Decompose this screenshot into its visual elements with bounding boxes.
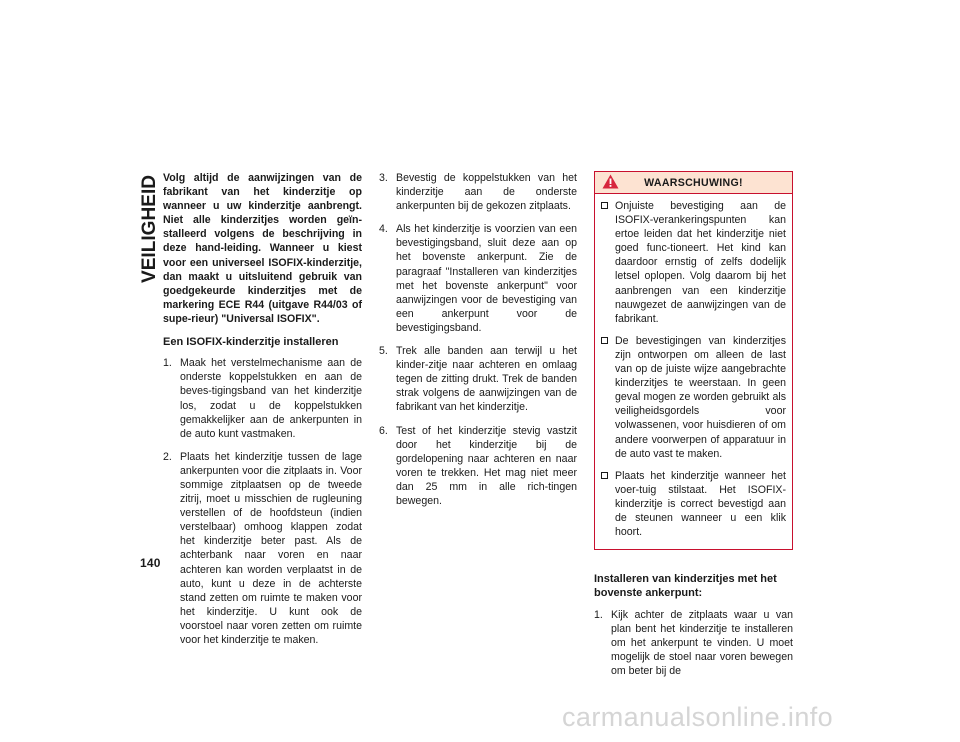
step-number: 2. bbox=[163, 450, 172, 463]
step-item bbox=[379, 222, 577, 335]
column-right bbox=[594, 171, 793, 687]
bullet-square-icon bbox=[601, 202, 608, 209]
watermark: carmanualsonline.info bbox=[562, 702, 834, 732]
step-text: Plaats het kinderzitje tussen de lage ankerpunten voor die zitplaats in. Voor sommige zitplaatsen op de tweede zitrij, moet u misschien de rugleuning verstellen of de hoofdsteun (indien verstelbaar) omhoog klappen zodat het kinderzitje beter past. Als de achterbank naar voren en naar achteren kan worden verplaatst in de auto, kunt u deze in de achterste stand zetten om ruimte te maken voor het kinderzitje. U kunt ook de voorstoel naar voren zetten om ruimte voor het kinderzitje te maken. bbox=[180, 450, 362, 647]
step-item bbox=[163, 450, 362, 647]
section-side-title bbox=[138, 173, 160, 283]
step-number: 4. bbox=[379, 223, 388, 236]
warning-bullet bbox=[601, 199, 786, 326]
column-left bbox=[163, 171, 362, 656]
section-title-text: VEILIGHEID bbox=[139, 175, 160, 283]
warning-bullet-text: De bevestigingen van kinderzitjes zijn ontworpen om alleen de last van op de juiste wijze aangebrachte kinderzitjes te weerstaan. In geen geval mogen ze worden gebruikt als veiligheidsgordels voor volwassenen, voor huisdieren of om andere voorwerpen of apparatuur in de auto vast te maken. bbox=[615, 334, 786, 460]
step-number: 5. bbox=[379, 345, 388, 358]
step-text: Trek alle banden aan terwijl u het kinder-zitje naar achteren en omlaag tegen de zitting drukt. Trek de banden strak volgens de aanwijzingen van de fabrikant van het kinderzitje. bbox=[396, 345, 577, 414]
bullet-square-icon bbox=[601, 472, 608, 479]
step-text: Maak het verstelmechanisme aan de onderste koppelstukken en aan de beves-tigingsband van het kinderzitje los, zodat u de koppelstukken gemakkelijker aan de ankerpunten in de auto kunt vastmaken. bbox=[180, 357, 362, 440]
section1-heading: Een ISOFIX-kinderzitje installeren bbox=[163, 336, 339, 349]
step-text: Als het kinderzitje is voorzien van een bevestigingsband, sluit deze aan op het bovenste ankerpunt. Zie de paragraaf "Installeren van kinderzitjes met het bovenste ankerpunt" voor aanwijzingen voor de bevestiging van een ankerpunt voor de bevestigingsband. bbox=[396, 223, 577, 334]
step-number: 6. bbox=[379, 424, 388, 437]
warning-title: WAARSCHUWING! bbox=[644, 177, 743, 189]
warning-bullet-text: Plaats het kinderzitje wanneer het voer-tuig stilstaat. Het ISOFIX-kinderzitje is correct bevestigd aan de steunen wanneer u een klik hoort. bbox=[615, 469, 786, 539]
step-item bbox=[379, 424, 577, 509]
warning-bullet-text: Onjuiste bevestiging aan de ISOFIX-verankeringspunten kan ertoe leiden dat het kinderzitje niet goed func-tioneert. Het kind kan daardoor ernstig of zelfs dodelijk letsel oplopen. Volg daarom bij het aanbrengen van een kinderzitje nauwgezet de aanwijzingen van de fabrikant. bbox=[615, 200, 786, 325]
step-number: 1. bbox=[594, 608, 603, 621]
warning-box bbox=[594, 171, 793, 550]
page-number: 140 bbox=[140, 556, 161, 570]
bullet-square-icon bbox=[601, 337, 608, 344]
step-item bbox=[379, 344, 577, 414]
column-middle bbox=[379, 171, 577, 517]
step-item bbox=[163, 356, 362, 441]
step-item bbox=[379, 171, 577, 213]
intro-paragraph: Volg altijd de aanwijzingen van de fabrikant van het kinderzitje op wanneer u uw kinderzitje aanbrengt. Niet alle kinderzitjes worden geïn-stalleerd volgens de beschrijving in deze hand-leiding. Wanneer u kiest voor een universeel ISOFIX-kinderzitje, dan maakt u uitsluitend gebruik van goedgekeurde kinderzitjes met de markering ECE R44 (uitgave R44/03 of supe-rieur) "Universal ISOFIX". bbox=[163, 172, 362, 325]
section2-heading: Installeren van kinderzitjes met het bovenste ankerpunt: bbox=[594, 573, 777, 600]
warning-body bbox=[595, 194, 792, 549]
step-number: 1. bbox=[163, 357, 172, 370]
warning-bullet bbox=[601, 334, 786, 461]
step-item bbox=[594, 608, 793, 678]
warning-header bbox=[595, 172, 792, 194]
step-text: Kijk achter de zitplaats waar u van plan bent het kinderzitje te installeren om het ankerpunt te vinden. U moet mogelijk de stoel naar voren bewegen om beter bij de bbox=[611, 608, 793, 677]
step-text: Bevestig de koppelstukken van het kinderzitje aan de onderste ankerpunten bij de gekozen zitplaats. bbox=[396, 172, 577, 213]
section2 bbox=[594, 572, 793, 678]
step-number: 3. bbox=[379, 172, 388, 184]
step-text: Test of het kinderzitje stevig vastzit door het kinderzitje bij de gordelopening naar achteren en naar voren te trekken. Het mag niet meer dan 25 mm in alle rich-tingen bewegen. bbox=[396, 424, 577, 507]
warning-bullet bbox=[601, 469, 786, 539]
